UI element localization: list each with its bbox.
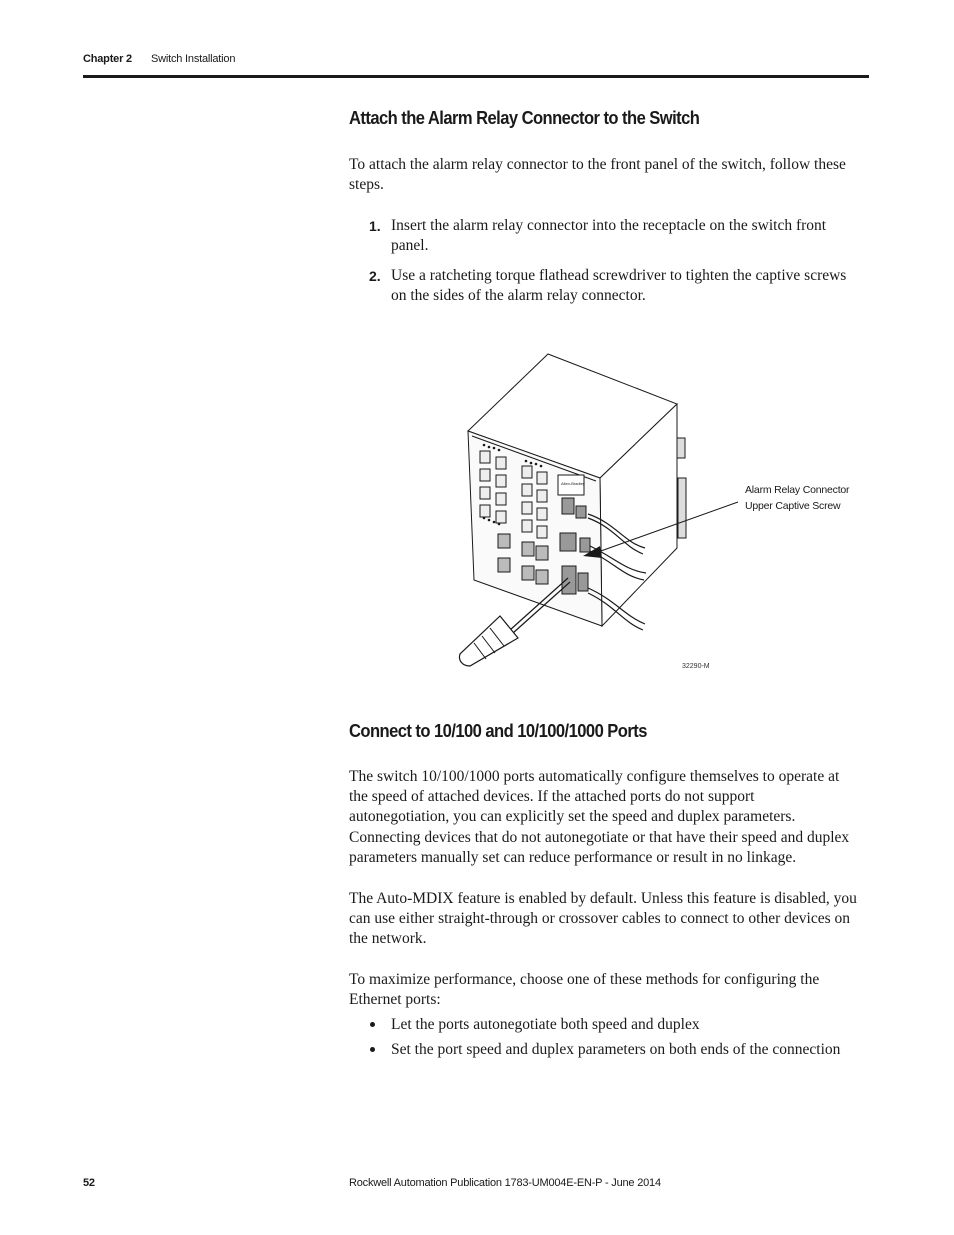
text-line: The Auto-MDIX feature is enabled by default. Unless this feature is disabled, you: [349, 890, 857, 907]
ports-paragraph-2: [349, 889, 869, 950]
callout-line: Upper Captive Screw: [745, 500, 841, 512]
bullet-text: Set the port speed and duplex parameters on both ends of the connection: [391, 1041, 841, 1058]
intro-paragraph: [349, 155, 869, 195]
text-line: Insert the alarm relay connector into the receptacle on the switch front: [391, 217, 827, 234]
text-line: steps.: [349, 176, 384, 194]
step-number: 1.: [369, 218, 381, 234]
text-line: the network.: [349, 930, 427, 948]
chapter-label: Chapter 2: [83, 53, 132, 65]
text-line: Connecting devices that do not autonegotiate or that have their speed and duplex: [349, 828, 850, 846]
switch-illustration: [440, 348, 880, 678]
text-line: panel.: [391, 237, 429, 255]
text-line: To maximize performance, choose one of these methods for configuring the: [349, 971, 820, 988]
bullet-icon: [370, 1047, 375, 1052]
figure-id: 32290-M: [682, 663, 710, 670]
step-number: 2.: [369, 268, 381, 284]
text-line: The switch 10/100/1000 ports automatically configure themselves to operate at: [349, 768, 840, 785]
text-line: Use a ratcheting torque flathead screwdriver to tighten the captive screws: [391, 267, 847, 284]
bullet-icon: [370, 1022, 375, 1027]
text-line: can use either straight-through or crossover cables to connect to other devices on: [349, 910, 850, 928]
header-rule: [83, 75, 869, 78]
section-label: Switch Installation: [151, 53, 236, 65]
callout-label: [745, 482, 849, 514]
ports-paragraph-3: [349, 970, 869, 1010]
running-header: [83, 53, 236, 65]
brand-text: Allen-Bradley: [561, 481, 585, 486]
bullet-text: Let the ports autonegotiate both speed and duplex: [391, 1016, 700, 1033]
page-number: 52: [83, 1177, 95, 1189]
text-line: To attach the alarm relay connector to the front panel of the switch, follow these: [349, 156, 846, 173]
text-line: autonegotiation, you can explicitly set the speed and duplex parameters.: [349, 808, 796, 826]
publication-footer: Rockwell Automation Publication 1783-UM004E-EN-P - June 2014: [349, 1177, 661, 1189]
text-line: on the sides of the alarm relay connector.: [391, 287, 646, 305]
step-text: [391, 216, 869, 256]
text-line: parameters manually set can reduce performance or result in no linkage.: [349, 848, 797, 866]
callout-line: Alarm Relay Connector: [745, 484, 850, 496]
step-text: [391, 266, 869, 306]
text-line: Ethernet ports:: [349, 991, 441, 1009]
section-heading-alarm-relay: Attach the Alarm Relay Connector to the Switch: [349, 108, 700, 128]
ports-paragraph-1: [349, 767, 869, 868]
section-heading-ports: Connect to 10/100 and 10/100/1000 Ports: [349, 721, 647, 741]
text-line: the speed of attached devices. If the attached ports do not support: [349, 788, 755, 806]
